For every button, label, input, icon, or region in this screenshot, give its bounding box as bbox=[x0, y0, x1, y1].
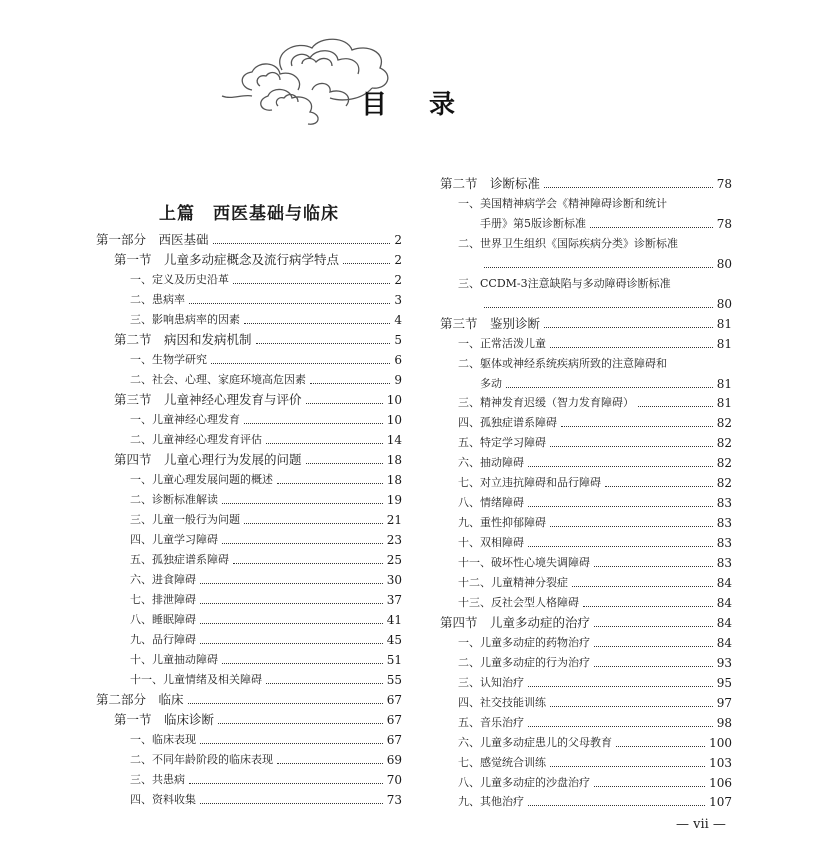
toc-entry-label: 六、儿童多动症患儿的父母教育 bbox=[458, 735, 612, 749]
dot-leader bbox=[256, 343, 391, 344]
dot-leader bbox=[594, 566, 713, 567]
toc-entry-label: 二、诊断标准解读 bbox=[130, 493, 218, 506]
toc-entry-page: 14 bbox=[386, 433, 402, 447]
dot-leader bbox=[218, 723, 383, 724]
toc-entry-label: 第四节 儿童多动症的治疗 bbox=[440, 614, 591, 630]
toc-entry[interactable] bbox=[440, 374, 732, 394]
toc-entry[interactable] bbox=[440, 613, 732, 633]
dot-leader bbox=[213, 243, 391, 244]
toc-entry-page: 4 bbox=[394, 313, 402, 327]
toc-entry-label: 六、进食障碍 bbox=[130, 573, 196, 586]
toc-entry-page: 100 bbox=[709, 735, 732, 750]
toc-entry[interactable] bbox=[440, 773, 732, 793]
toc-entry-label: 二、患病率 bbox=[130, 293, 185, 306]
toc-entry-label: 十二、儿童精神分裂症 bbox=[458, 576, 568, 589]
dot-leader bbox=[306, 463, 383, 464]
dot-leader bbox=[222, 663, 383, 664]
dot-leader bbox=[528, 805, 705, 806]
toc-entry-page: 73 bbox=[386, 793, 402, 807]
toc-entry-label: 二、不同年龄阶段的临床表现 bbox=[130, 753, 273, 766]
toc-entry-page: 10 bbox=[386, 393, 402, 407]
toc-entry-page: 3 bbox=[394, 293, 402, 307]
dot-leader bbox=[200, 583, 383, 584]
toc-entry-label: 第一部分 西医基础 bbox=[96, 232, 209, 247]
dot-leader bbox=[528, 726, 713, 727]
toc-entry-page: 81 bbox=[716, 336, 732, 351]
toc-entry-label: 第一节 临床诊断 bbox=[114, 712, 215, 727]
toc-entry-label: 七、排泄障碍 bbox=[130, 593, 196, 606]
toc-entry-page: 84 bbox=[716, 595, 732, 610]
dot-leader bbox=[594, 626, 713, 627]
toc-entry[interactable] bbox=[440, 254, 732, 274]
toc-entry-page: 82 bbox=[716, 476, 732, 491]
dot-leader bbox=[605, 486, 713, 487]
toc-entry[interactable] bbox=[440, 673, 732, 693]
toc-entry[interactable] bbox=[96, 270, 402, 290]
dot-leader bbox=[188, 703, 383, 704]
toc-entry[interactable] bbox=[440, 513, 732, 533]
toc-entry-label: 十、双相障碍 bbox=[458, 536, 524, 550]
toc-entry[interactable] bbox=[440, 473, 732, 493]
toc-entry-label: 二、儿童多动症的行为治疗 bbox=[458, 655, 590, 669]
toc-entry-page: 51 bbox=[386, 653, 402, 667]
toc-entry-page: 2 bbox=[394, 253, 402, 267]
dot-leader bbox=[189, 783, 383, 784]
toc-entry-label: 一、儿童心理发展问题的概述 bbox=[130, 473, 273, 486]
page-title: 目录 bbox=[360, 90, 497, 120]
toc-entry[interactable] bbox=[440, 493, 732, 513]
dot-leader bbox=[528, 546, 713, 547]
toc-entry-label: 三、儿童一般行为问题 bbox=[130, 513, 240, 526]
dot-leader bbox=[310, 383, 390, 384]
toc-entry-page: 84 bbox=[716, 635, 732, 650]
toc-entry-label: 一、正常活泼儿童 bbox=[458, 336, 546, 350]
toc-entry-page: 80 bbox=[716, 256, 732, 271]
toc-entry-label: 六、抽动障碍 bbox=[458, 456, 524, 470]
dot-leader bbox=[277, 763, 383, 764]
toc-entry[interactable] bbox=[440, 393, 732, 413]
toc-entry-page: 97 bbox=[716, 695, 732, 710]
dot-leader bbox=[277, 483, 383, 484]
toc-entry[interactable] bbox=[96, 370, 402, 390]
toc-entry-label: 五、特定学习障碍 bbox=[458, 436, 546, 450]
toc-entry-page: 78 bbox=[716, 216, 732, 231]
toc-entry-label: 九、其他治疗 bbox=[458, 795, 524, 809]
toc-entry-label: 三、共患病 bbox=[130, 773, 185, 786]
toc-entry-label: 八、情绪障碍 bbox=[458, 496, 524, 510]
toc-entry[interactable] bbox=[96, 350, 402, 370]
toc-entry-label: 三、精神发育迟缓（智力发育障碍） bbox=[458, 396, 634, 410]
dot-leader bbox=[200, 603, 383, 604]
toc-entry[interactable] bbox=[96, 490, 402, 510]
dot-leader bbox=[266, 683, 383, 684]
toc-entry-page: 70 bbox=[386, 773, 402, 787]
dot-leader bbox=[343, 263, 390, 264]
toc-entry-page: 84 bbox=[716, 615, 732, 630]
toc-entry[interactable] bbox=[440, 174, 732, 194]
toc-entry[interactable] bbox=[96, 310, 402, 330]
dot-leader bbox=[306, 403, 383, 404]
toc-entry-page: 82 bbox=[716, 456, 732, 471]
toc-entry[interactable] bbox=[96, 710, 402, 730]
toc-entry-label: 二、躯体或神经系统疾病所致的注意障碍和 bbox=[458, 356, 667, 370]
dot-leader bbox=[528, 686, 713, 687]
toc-entry[interactable] bbox=[96, 730, 402, 750]
toc-entry-label: 三、影响患病率的因素 bbox=[130, 313, 240, 326]
toc-entry-label: 七、感觉统合训练 bbox=[458, 755, 546, 769]
toc-entry[interactable] bbox=[440, 354, 732, 374]
dot-leader bbox=[544, 187, 713, 188]
toc-entry[interactable] bbox=[96, 430, 402, 450]
toc-entry-page: 2 bbox=[394, 233, 402, 247]
toc-entry[interactable] bbox=[440, 194, 732, 214]
toc-entry-page: 18 bbox=[386, 473, 402, 487]
toc-entry[interactable] bbox=[96, 510, 402, 530]
toc-entry-label: 五、音乐治疗 bbox=[458, 715, 524, 729]
toc-entry[interactable] bbox=[96, 410, 402, 430]
toc-entry[interactable] bbox=[96, 530, 402, 550]
toc-entry-label: 十一、儿童情绪及相关障碍 bbox=[130, 673, 262, 686]
toc-entry-page: 21 bbox=[386, 513, 402, 527]
dot-leader bbox=[233, 563, 383, 564]
dot-leader bbox=[590, 227, 713, 228]
toc-entry-page: 67 bbox=[386, 713, 402, 727]
dot-leader bbox=[594, 666, 713, 667]
dot-leader bbox=[484, 307, 713, 308]
toc-entry[interactable] bbox=[440, 433, 732, 453]
toc-entry-label: 十、儿童抽动障碍 bbox=[130, 653, 218, 666]
toc-entry-page: 107 bbox=[709, 795, 732, 810]
toc-entry[interactable] bbox=[96, 570, 402, 590]
toc-entry-label: 四、社交技能训练 bbox=[458, 695, 546, 709]
toc-entry-page: 18 bbox=[386, 453, 402, 467]
toc-entry[interactable] bbox=[96, 330, 402, 350]
toc-entry-label: 一、儿童神经心理发育 bbox=[130, 413, 240, 426]
toc-entry-label: 五、孤独症谱系障碍 bbox=[130, 553, 229, 566]
toc-entry-page: 25 bbox=[386, 553, 402, 567]
toc-entry-label: 九、重性抑郁障碍 bbox=[458, 516, 546, 530]
page-number: — vii — bbox=[676, 817, 726, 832]
dot-leader bbox=[244, 423, 383, 424]
dot-leader bbox=[211, 363, 390, 364]
dot-leader bbox=[200, 623, 383, 624]
toc-entry-page: 103 bbox=[709, 755, 732, 770]
toc-entry-page: 45 bbox=[386, 633, 402, 647]
toc-entry-page: 95 bbox=[716, 675, 732, 690]
dot-leader bbox=[550, 766, 705, 767]
toc-entry[interactable] bbox=[440, 453, 732, 473]
toc-entry[interactable] bbox=[440, 713, 732, 733]
toc-entry-label: 三、CCDM-3注意缺陷与多动障碍诊断标准 bbox=[458, 276, 671, 290]
toc-entry-label: 四、儿童学习障碍 bbox=[130, 533, 218, 546]
toc-entry-label: 八、儿童多动症的沙盘治疗 bbox=[458, 775, 590, 789]
toc-entry-page: 19 bbox=[386, 493, 402, 507]
toc-entry[interactable] bbox=[440, 413, 732, 433]
toc-entry[interactable] bbox=[96, 290, 402, 310]
toc-entry-label: 四、孤独症谱系障碍 bbox=[458, 416, 557, 430]
toc-entry-page: 84 bbox=[716, 576, 732, 590]
toc-entry[interactable] bbox=[96, 450, 402, 470]
toc-entry-label: 多动 bbox=[480, 376, 502, 390]
toc-entry[interactable] bbox=[96, 250, 402, 270]
toc-entry[interactable] bbox=[440, 274, 732, 294]
toc-entry-label: 第一节 儿童多动症概念及流行病学特点 bbox=[114, 252, 340, 267]
toc-entry[interactable] bbox=[96, 550, 402, 570]
toc-entry-page: 37 bbox=[386, 593, 402, 607]
toc-entry[interactable] bbox=[96, 790, 402, 810]
toc-entry[interactable] bbox=[96, 230, 402, 250]
toc-entry[interactable] bbox=[440, 733, 732, 753]
toc-entry-label: 三、认知治疗 bbox=[458, 675, 524, 689]
dot-leader bbox=[572, 586, 713, 587]
toc-entry-page: 106 bbox=[709, 775, 732, 790]
toc-entry-page: 93 bbox=[716, 655, 732, 670]
toc-entry-label: 第二节 病因和发病机制 bbox=[114, 332, 252, 347]
dot-leader bbox=[528, 506, 713, 507]
dot-leader bbox=[506, 387, 713, 388]
toc-entry-page: 55 bbox=[386, 673, 402, 687]
toc-entry[interactable] bbox=[440, 633, 732, 653]
toc-entry-label: 四、资料收集 bbox=[130, 793, 196, 806]
part-title: 上篇 西医基础与临床 bbox=[159, 204, 339, 224]
toc-entry-page: 80 bbox=[716, 296, 732, 311]
toc-entry[interactable] bbox=[440, 573, 732, 593]
dot-leader bbox=[233, 283, 390, 284]
dot-leader bbox=[594, 786, 705, 787]
toc-entry[interactable] bbox=[440, 593, 732, 613]
toc-entry-label: 二、世界卫生组织《国际疾病分类》诊断标准 bbox=[458, 236, 678, 250]
toc-entry-page: 30 bbox=[386, 573, 402, 587]
toc-entry[interactable] bbox=[96, 590, 402, 610]
toc-entry-label: 二、社会、心理、家庭环境高危因素 bbox=[130, 373, 306, 386]
dot-leader bbox=[594, 646, 713, 647]
toc-entry[interactable] bbox=[96, 650, 402, 670]
toc-entry-label: 一、生物学研究 bbox=[130, 353, 207, 366]
toc-entry-page: 81 bbox=[716, 376, 732, 391]
dot-leader bbox=[544, 327, 713, 328]
toc-entry-label: 第二部分 临床 bbox=[96, 692, 184, 707]
toc-entry-label: 十一、破坏性心境失调障碍 bbox=[458, 556, 590, 570]
toc-entry-page: 82 bbox=[716, 436, 732, 451]
toc-entry-page: 6 bbox=[394, 353, 402, 367]
toc-entry-page: 10 bbox=[386, 413, 402, 427]
toc-entry-page: 78 bbox=[716, 177, 732, 191]
toc-entry-page: 83 bbox=[716, 556, 732, 571]
dot-leader bbox=[528, 466, 713, 467]
toc-entry-label: 手册》第5版诊断标准 bbox=[480, 216, 586, 230]
toc-entry-page: 67 bbox=[386, 693, 402, 707]
toc-entry[interactable] bbox=[96, 470, 402, 490]
toc-entry-label: 第四节 儿童心理行为发展的问题 bbox=[114, 452, 302, 467]
dot-leader bbox=[550, 526, 713, 527]
toc-entry-page: 83 bbox=[716, 516, 732, 531]
dot-leader bbox=[550, 706, 713, 707]
toc-entry[interactable] bbox=[96, 690, 402, 710]
toc-entry[interactable] bbox=[440, 294, 732, 314]
toc-entry-label: 一、儿童多动症的药物治疗 bbox=[458, 635, 590, 649]
toc-entry-page: 81 bbox=[716, 396, 732, 411]
dot-leader bbox=[638, 406, 713, 407]
toc-entry-page: 41 bbox=[386, 613, 402, 627]
toc-entry[interactable] bbox=[96, 670, 402, 690]
toc-entry-label: 一、美国精神病学会《精神障碍诊断和统计 bbox=[458, 196, 667, 210]
toc-entry-page: 98 bbox=[716, 715, 732, 730]
toc-entry-page: 23 bbox=[386, 533, 402, 547]
toc-entry-label: 二、儿童神经心理发育评估 bbox=[130, 433, 262, 446]
toc-entry[interactable] bbox=[96, 610, 402, 630]
dot-leader bbox=[189, 303, 390, 304]
dot-leader bbox=[583, 606, 713, 607]
dot-leader bbox=[222, 543, 383, 544]
toc-entry[interactable] bbox=[440, 234, 732, 254]
toc-entry[interactable] bbox=[96, 630, 402, 650]
toc-entry-label: 九、品行障碍 bbox=[130, 633, 196, 646]
toc-entry-label: 一、临床表现 bbox=[130, 733, 196, 746]
toc-entry[interactable] bbox=[96, 770, 402, 790]
toc-entry[interactable] bbox=[440, 753, 732, 773]
toc-entry-page: 82 bbox=[716, 416, 732, 431]
toc-entry-label: 十三、反社会型人格障碍 bbox=[458, 595, 579, 609]
toc-entry[interactable] bbox=[440, 214, 732, 234]
toc-entry[interactable] bbox=[96, 750, 402, 770]
toc-entry-page: 5 bbox=[394, 333, 402, 347]
toc-entry-label: 七、对立违抗障碍和品行障碍 bbox=[458, 476, 601, 490]
toc-entry-page: 2 bbox=[394, 273, 402, 287]
toc-entry[interactable] bbox=[440, 553, 732, 573]
dot-leader bbox=[616, 746, 705, 747]
toc-entry[interactable] bbox=[440, 314, 732, 334]
dot-leader bbox=[550, 446, 713, 447]
toc-entry-label: 第三节 儿童神经心理发育与评价 bbox=[114, 392, 302, 407]
dot-leader bbox=[222, 503, 383, 504]
toc-entry-page: 67 bbox=[386, 733, 402, 747]
dot-leader bbox=[550, 347, 713, 348]
toc-entry-label: 八、睡眠障碍 bbox=[130, 613, 196, 626]
toc-entry-page: 83 bbox=[716, 536, 732, 551]
toc-entry-page: 9 bbox=[394, 373, 402, 387]
toc-entry[interactable] bbox=[440, 792, 732, 812]
toc-entry-page: 81 bbox=[716, 316, 732, 331]
toc-entry-page: 69 bbox=[386, 753, 402, 767]
toc-entry[interactable] bbox=[96, 390, 402, 410]
toc-entry-label: 一、定义及历史沿革 bbox=[130, 273, 229, 286]
dot-leader bbox=[266, 443, 383, 444]
dot-leader bbox=[200, 803, 383, 804]
toc-entry[interactable] bbox=[440, 334, 732, 354]
dot-leader bbox=[200, 643, 383, 644]
dot-leader bbox=[244, 323, 390, 324]
dot-leader bbox=[200, 743, 383, 744]
dot-leader bbox=[484, 267, 713, 268]
toc-entry[interactable] bbox=[440, 533, 732, 553]
toc-entry-label: 第三节 鉴别诊断 bbox=[440, 315, 541, 331]
toc-entry-label: 第二节 诊断标准 bbox=[440, 176, 541, 191]
dot-leader bbox=[561, 426, 713, 427]
toc-entry-page: 83 bbox=[716, 496, 732, 511]
toc-entry[interactable] bbox=[440, 653, 732, 673]
dot-leader bbox=[244, 523, 383, 524]
toc-entry[interactable] bbox=[440, 693, 732, 713]
